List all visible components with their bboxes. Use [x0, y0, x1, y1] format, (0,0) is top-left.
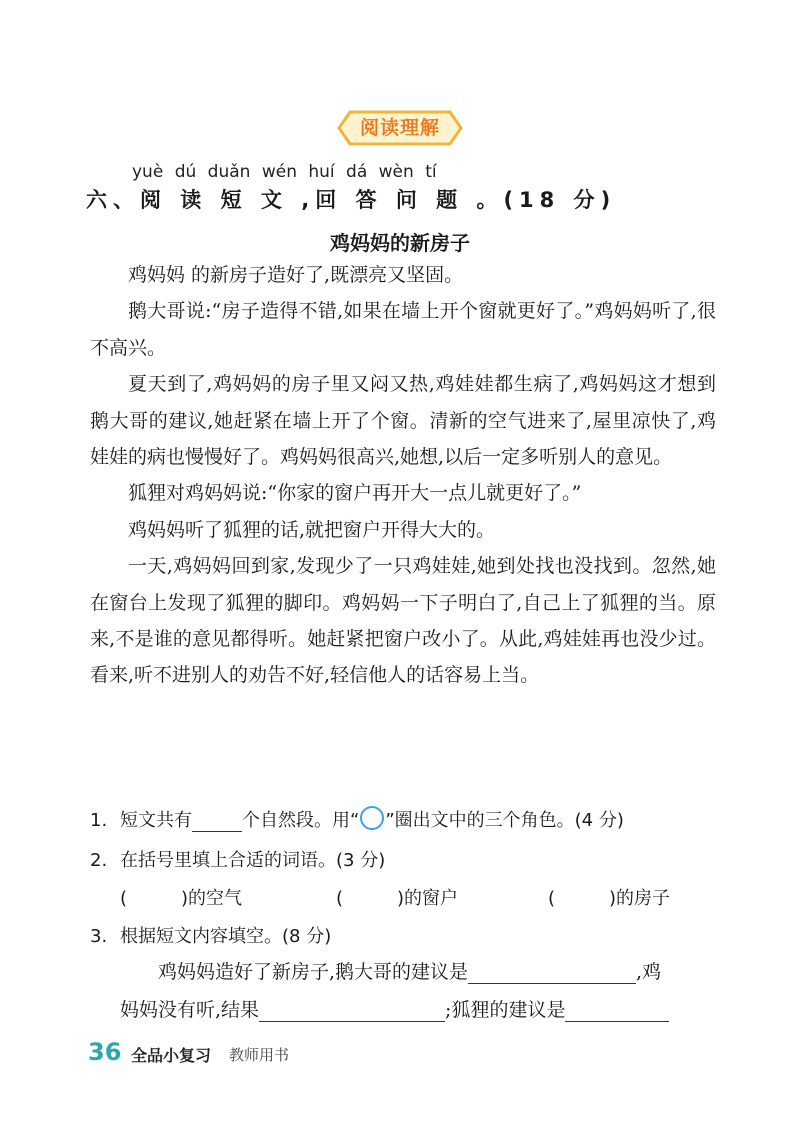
- question-2-options: [120, 884, 710, 910]
- option-air-blank[interactable]: ( )的空气: [120, 888, 243, 909]
- fill-text-b: ,鸡: [636, 961, 662, 983]
- paragraph-3: 夏天到了,鸡妈妈的房子里又闷又热,鸡娃娃都生病了,鸡妈妈这才想到鹅大哥的建议,她赶紧在墙上开了个窗。清新的空气进来了,屋里凉快了,鸡娃娃的病也慢慢好了。鸡妈妈很高兴,她想,以后一定多听别人的意见。: [90, 373, 716, 469]
- question-3: [90, 922, 331, 948]
- question-3-number: 3.: [90, 926, 108, 947]
- reading-passage: [90, 257, 716, 694]
- question-3-text: 根据短文内容填空。(8 分): [120, 926, 332, 947]
- paragraph-1: 鸡妈妈 的新房子造好了,既漂亮又坚固。: [128, 264, 464, 286]
- question-1: [90, 806, 624, 832]
- footer-brand: 全品小复习: [131, 1046, 212, 1065]
- question-3-fill-line-2: [120, 995, 669, 1022]
- question-2-number: 2.: [90, 850, 108, 871]
- question-1-text-c: ”圈出文中的三个角色。(4 分): [385, 810, 624, 831]
- option-house-blank[interactable]: ( )的房子: [548, 888, 671, 909]
- question-1-text-a: 短文共有: [120, 810, 192, 831]
- section-badge: [336, 109, 464, 147]
- paragraph-5: 鸡妈妈听了狐狸的话,就把窗户开得大大的。: [128, 518, 496, 541]
- section-title: 六、阅 读 短 文 ,回 答 问 题 。(18 分): [86, 188, 617, 212]
- page-number: 36: [88, 1038, 122, 1066]
- paragraph-count-blank[interactable]: [192, 810, 242, 832]
- question-1-number: 1.: [90, 810, 108, 831]
- question-2: [90, 846, 385, 872]
- question-3-fill-line-1: [158, 957, 661, 984]
- paragraph-4: 狐狸对鸡妈妈说:“你家的窗户再开大一点儿就更好了。”: [128, 482, 582, 505]
- fill-text-a: 鸡妈妈造好了新房子,鹅大哥的建议是: [158, 961, 469, 983]
- paragraph-6: 一天,鸡妈妈回到家,发现少了一只鸡娃娃,她到处找也没找到。忽然,她在窗台上发现了狐狸的脚印。鸡妈妈一下子明白了,自己上了狐狸的当。原来,不是谁的意见都得听。她赶紧把窗户改小了。从此,鸡娃娃再也没少过。看来,听不进别人的劝告不好,轻信他人的话容易上当。: [90, 555, 716, 687]
- fill-text-c: 妈妈没有听,结果: [120, 999, 260, 1021]
- question-2-text: 在括号里填上合适的词语。(3 分): [120, 850, 386, 871]
- fill-text-d: ;狐狸的建议是: [445, 999, 566, 1021]
- result-blank[interactable]: [259, 999, 445, 1022]
- section-badge-label: 阅读理解: [359, 117, 440, 139]
- story-title: 鸡妈妈的新房子: [330, 231, 470, 255]
- question-1-text-b: 个自然段。用“: [242, 810, 360, 831]
- goose-suggestion-blank[interactable]: [468, 961, 636, 984]
- pinyin-line: yuè dú duǎn wén huí dá wèn tí: [132, 162, 437, 182]
- option-window-blank[interactable]: ( )的窗户: [336, 888, 459, 909]
- paragraph-2: 鹅大哥说:“房子造得不错,如果在墙上开个窗就更好了。”鸡妈妈听了,很不高兴。: [90, 300, 716, 359]
- footer-subtitle: 教师用书: [229, 1046, 290, 1064]
- fox-suggestion-blank[interactable]: [565, 999, 669, 1022]
- circle-icon: [360, 806, 384, 830]
